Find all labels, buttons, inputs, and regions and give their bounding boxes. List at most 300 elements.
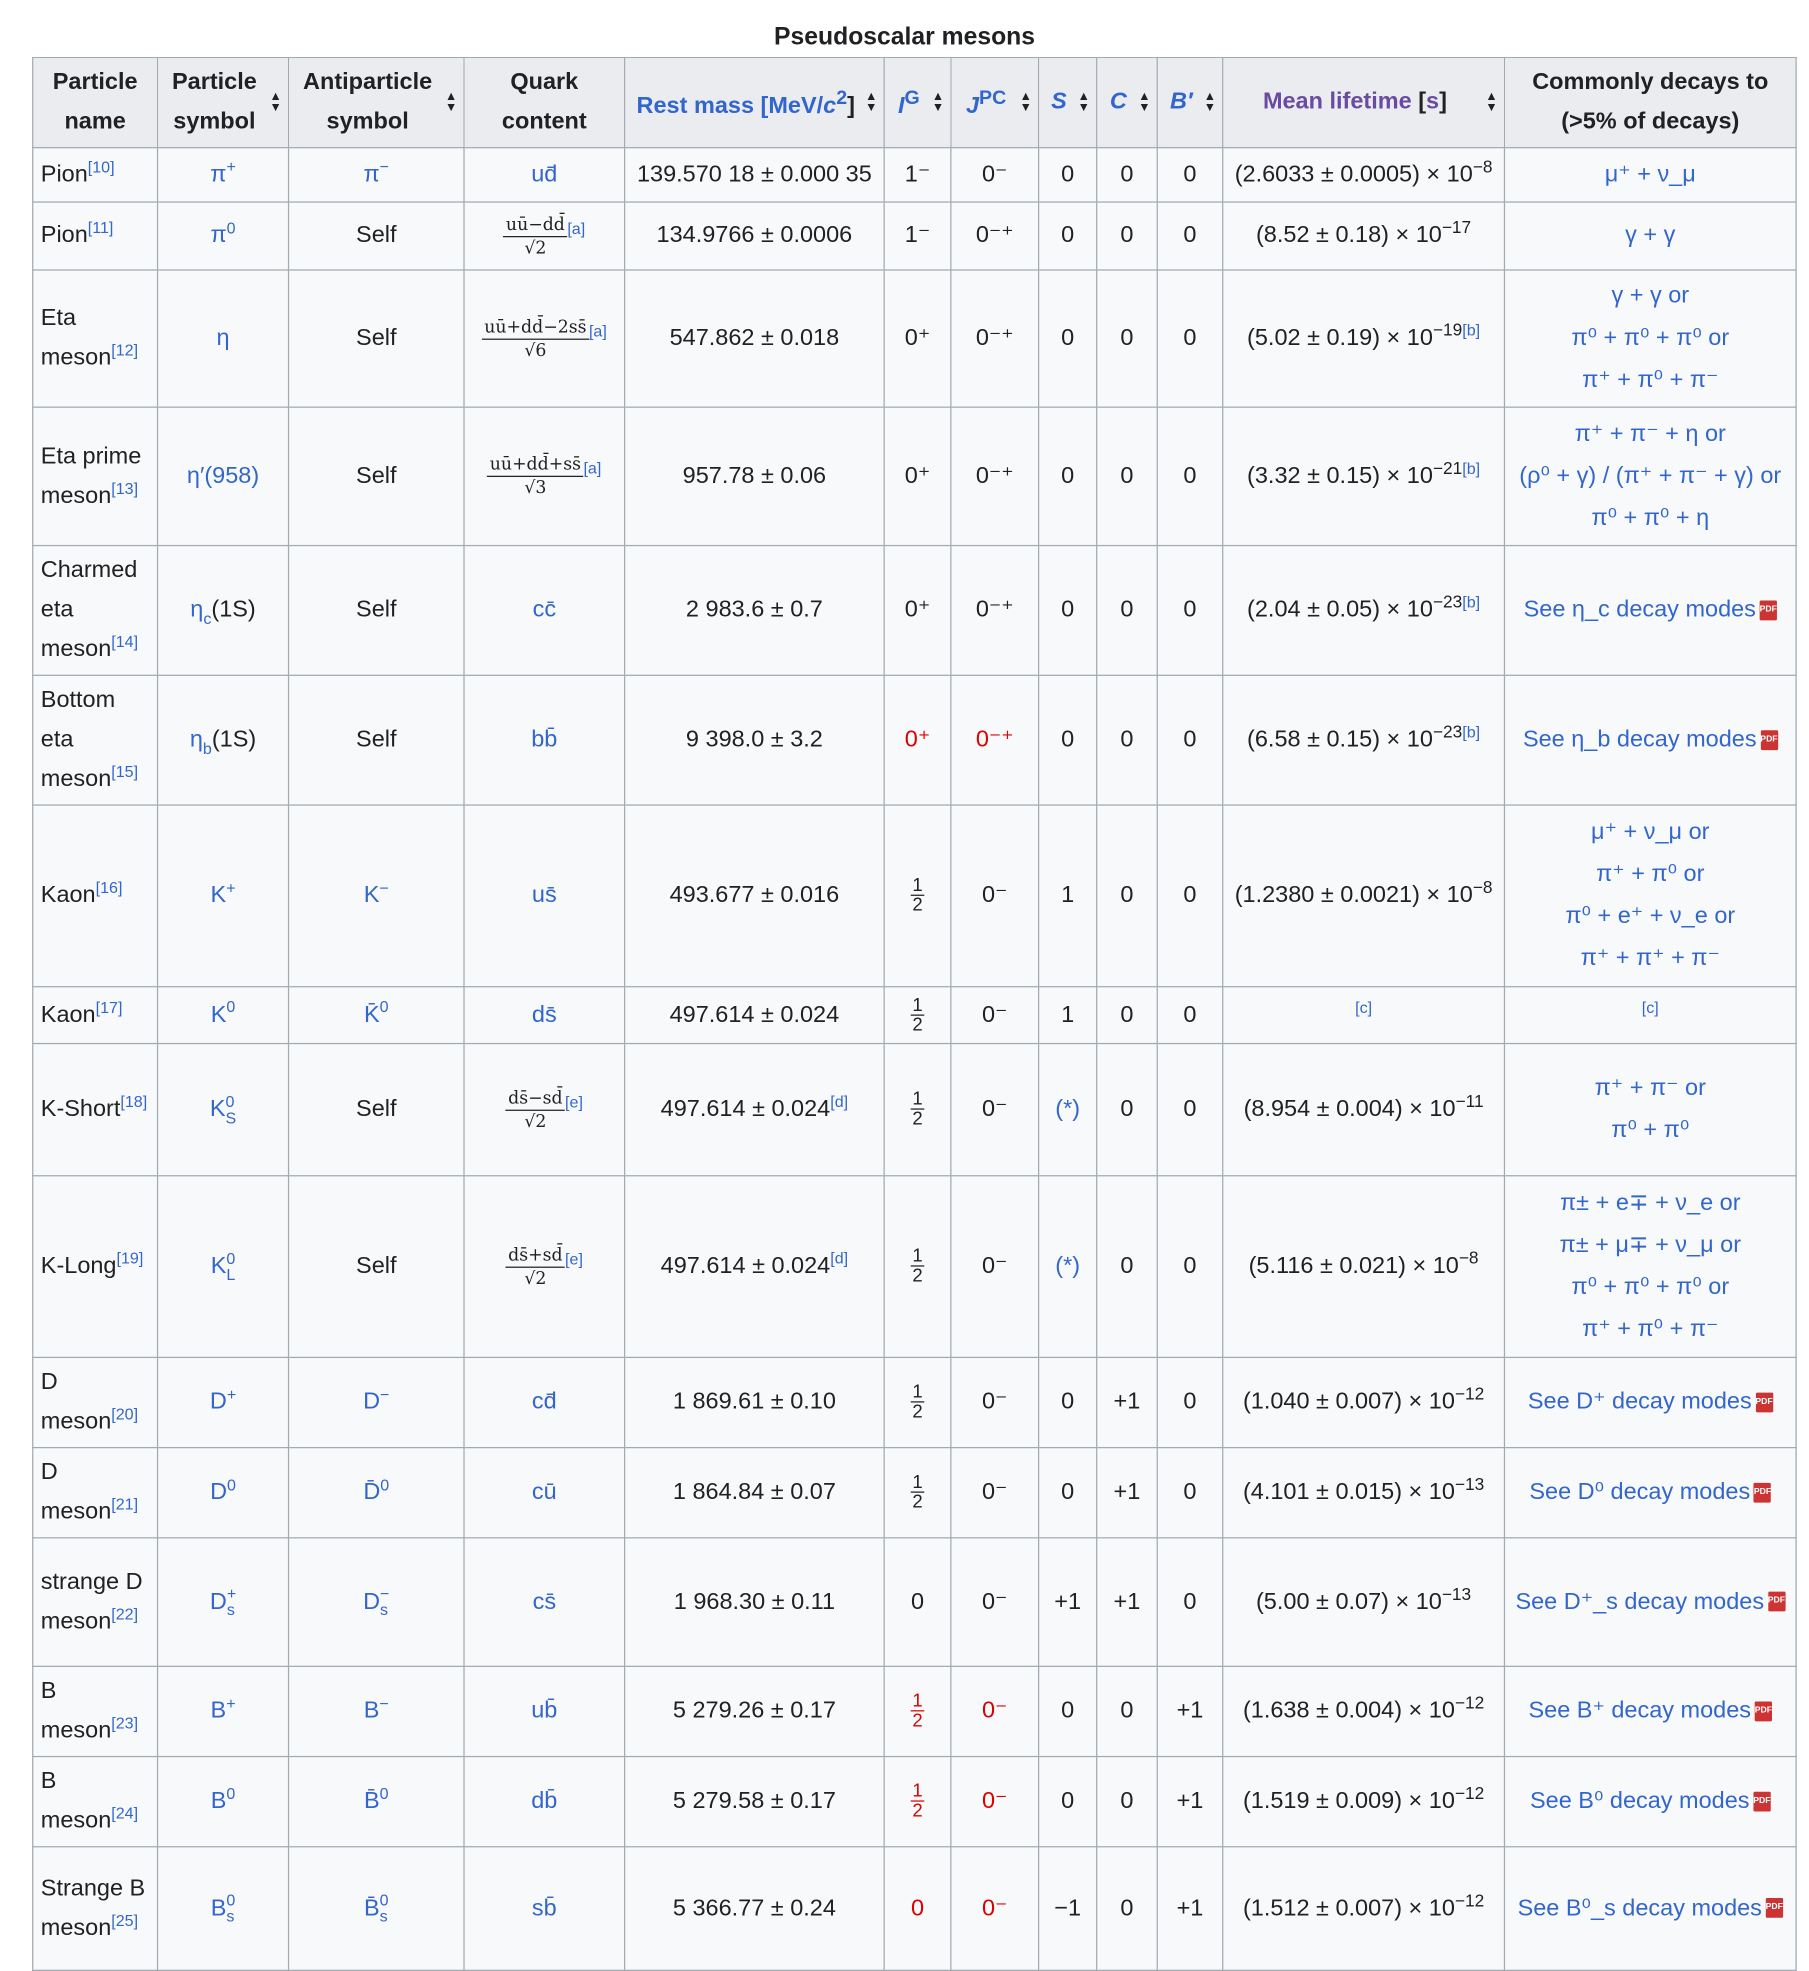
antiparticle-symbol-cell: [289, 1176, 464, 1358]
rest-mass-cell: [625, 148, 884, 202]
b-cell: [1157, 1044, 1222, 1176]
decay-product-line[interactable]: γ + γ or: [1611, 282, 1690, 309]
decay-modes-link[interactable]: See D⁺_s decay modes PDF: [1515, 1588, 1786, 1615]
antiparticle-symbol-cell: [289, 407, 464, 545]
header-charm[interactable]: C ▲ ▼: [1097, 57, 1158, 147]
ig-fraction: $\frac{1}{2}$: [912, 1246, 923, 1287]
symbol-link[interactable]: D 0: [210, 1475, 236, 1506]
reference-link[interactable]: [a]: [583, 458, 602, 478]
quark-content-cell: [464, 202, 625, 270]
particle-name-cell: [33, 1357, 158, 1447]
jpc-value: 0⁻: [981, 1588, 1008, 1615]
reference-link[interactable]: [b]: [1462, 722, 1481, 742]
table-row: [33, 1847, 1796, 1971]
s-cell: [1039, 1357, 1097, 1447]
reference-link[interactable]: [b]: [1462, 592, 1481, 612]
anti-link[interactable]: B̄ 0 s: [363, 1891, 389, 1926]
ig-value: 0: [910, 1588, 925, 1615]
lifetime-exponent: −13: [1454, 1473, 1485, 1494]
symbol-link[interactable]: D +: [209, 1385, 237, 1415]
reference-link[interactable]: [a]: [588, 320, 607, 340]
b-value: +1: [1176, 1697, 1204, 1724]
c-cell: [1097, 546, 1158, 676]
table-row: [33, 987, 1796, 1044]
quark-content-link[interactable]: ub̄: [531, 1697, 558, 1724]
anti-link[interactable]: K −: [363, 878, 389, 909]
s-value: −1: [1054, 1894, 1082, 1921]
symbol-link[interactable]: K 0 S: [209, 1092, 237, 1127]
s-cell: [1039, 1176, 1097, 1358]
particle-name-cell: [33, 407, 158, 545]
reference-link[interactable]: [24]: [111, 1803, 139, 1823]
particle-name-cell: [33, 987, 158, 1044]
s-cell: [1039, 202, 1097, 270]
ig-cell: [884, 148, 951, 202]
header-mean-lifetime[interactable]: Mean lifetime [s] ▲ ▼: [1223, 57, 1505, 147]
particle-symbol-cell: [158, 407, 289, 545]
quark-content-link[interactable]: us̄: [531, 882, 557, 909]
mev-link[interactable]: MeV: [768, 92, 817, 119]
decays-cell: [1504, 1538, 1796, 1667]
reference-link[interactable]: [25]: [111, 1910, 139, 1930]
ig-fraction: $\frac{1}{2}$: [912, 1382, 923, 1423]
decay-modes-link[interactable]: See D⁰ decay modes PDF: [1529, 1479, 1772, 1506]
sort-icon[interactable]: ▲ ▼: [1485, 90, 1498, 115]
rest-mass-value: 497.614 ± 0.024: [660, 1096, 831, 1123]
particle-name[interactable]: Kaon: [40, 882, 96, 909]
b-value: 0: [1183, 222, 1197, 249]
s-value: 0: [1061, 1388, 1075, 1415]
sort-icon[interactable]: ▲ ▼: [444, 90, 458, 115]
jpc-cell: [951, 148, 1039, 202]
header-particle-symbol[interactable]: Particle symbol ▲ ▼: [158, 57, 289, 147]
decays-cell: [1504, 1666, 1796, 1756]
s-cell: [1039, 1448, 1097, 1538]
quark-content-cell: [464, 1847, 625, 1971]
antiparticle-symbol-cell: [289, 148, 464, 202]
s-value: 0: [1061, 596, 1075, 623]
b-cell: [1157, 1666, 1222, 1756]
symbol-link[interactable]: B 0: [210, 1784, 236, 1815]
rest-mass-cell: [625, 270, 884, 407]
particle-symbol-cell: [158, 987, 289, 1044]
c-cell: [1097, 407, 1158, 545]
jpc-value: 0⁻: [981, 1479, 1008, 1506]
sort-icon[interactable]: ▲ ▼: [269, 90, 282, 115]
reference-link[interactable]: [e]: [565, 1248, 583, 1268]
lifetime-value: (5.116 ± 0.021) × 10: [1248, 1252, 1459, 1279]
mean-lifetime-cell: [1223, 1044, 1505, 1176]
symbol-link[interactable]: η c (1S): [190, 596, 256, 628]
ig-value: 0⁺: [904, 462, 931, 489]
reference-link[interactable]: [20]: [111, 1404, 139, 1424]
decay-product-line[interactable]: π⁰ + π⁰ + π⁰ or: [1571, 324, 1730, 351]
decays-cell: [1504, 546, 1796, 676]
lifetime-exponent: −12: [1454, 1889, 1485, 1910]
b-cell: [1157, 1538, 1222, 1667]
header-antiparticle-symbol[interactable]: Antiparticle symbol ▲ ▼: [289, 57, 464, 147]
particle-name-cell: [33, 546, 158, 676]
jpc-cell: [951, 1357, 1039, 1447]
s-value[interactable]: (*): [1055, 1096, 1081, 1123]
particle-name[interactable]: Eta meson: [40, 305, 112, 371]
quark-formula: $\frac{uū+dd̄+ss̄}{√3}$: [487, 454, 583, 500]
antiparticle-self: Self: [356, 726, 397, 753]
ig-cell: [884, 546, 951, 676]
quark-content-link[interactable]: cū: [531, 1479, 557, 1506]
antiparticle-symbol-cell: [289, 675, 464, 805]
decay-product-line[interactable]: π⁺ + π⁻ or: [1594, 1075, 1706, 1102]
header-bottomness[interactable]: B′ ▲ ▼: [1157, 57, 1222, 147]
particle-name[interactable]: Strange B meson: [40, 1875, 146, 1941]
s-cell: [1039, 407, 1097, 545]
particle-symbol-cell: [158, 270, 289, 407]
sort-icon[interactable]: ▲ ▼: [1203, 90, 1216, 115]
ig-fraction: $\frac{1}{2}$: [912, 1472, 923, 1514]
symbol-link[interactable]: K 0: [210, 997, 236, 1028]
anti-link[interactable]: K̄ 0: [363, 997, 389, 1028]
particle-name-cell: [33, 1757, 158, 1847]
lifetime-exponent: −23: [1432, 591, 1463, 612]
quark-content-link[interactable]: cs̄: [532, 1588, 557, 1615]
pdf-icon: PDF: [1755, 1702, 1772, 1722]
mean-lifetime-link[interactable]: Mean lifetime: [1262, 88, 1412, 115]
decay-modes-link[interactable]: See η_c decay modes PDF: [1523, 596, 1777, 623]
mean-lifetime-cell: [1223, 546, 1505, 676]
s-cell: [1039, 546, 1097, 676]
decay-modes-link[interactable]: See η_b decay modes PDF: [1522, 726, 1778, 753]
antiparticle-symbol-cell: [289, 1538, 464, 1667]
reference-link[interactable]: [14]: [111, 632, 139, 651]
quark-content-link[interactable]: db̄: [531, 1788, 558, 1815]
sort-icon[interactable]: ▲ ▼: [1019, 90, 1032, 115]
ig-value: 1⁻: [904, 222, 931, 249]
rest-mass-value: 547.862 ± 0.018: [669, 324, 840, 351]
header-isospin-g-parity[interactable]: $I^G$ ▲ ▼: [884, 57, 951, 147]
s-cell: [1039, 1847, 1097, 1971]
symbol-link[interactable]: η b (1S): [189, 726, 257, 758]
s-cell: [1039, 270, 1097, 407]
particle-name-cell: [33, 805, 158, 987]
s-cell: [1039, 1538, 1097, 1667]
reference-link[interactable]: [d]: [830, 1091, 849, 1111]
reference-link[interactable]: [18]: [120, 1091, 148, 1111]
decays-cell: [1504, 1044, 1796, 1176]
decay-product-line[interactable]: (ρ⁰ + γ) / (π⁺ + π⁻ + γ) or: [1519, 462, 1782, 489]
symbol-link[interactable]: π +: [210, 157, 236, 188]
particle-name[interactable]: Charmed eta meson: [40, 557, 138, 663]
symbol-link[interactable]: D + s: [209, 1584, 237, 1620]
decay-product-line[interactable]: π⁰ + π⁰ + π⁰ or: [1571, 1274, 1730, 1300]
particle-name[interactable]: Bottom eta meson: [40, 687, 116, 793]
particle-name[interactable]: D meson: [40, 1369, 112, 1435]
rest-mass-value: 1 864.84 ± 0.07: [672, 1479, 836, 1506]
ig-cell: [884, 987, 951, 1044]
reference-link[interactable]: [b]: [1462, 458, 1481, 478]
ig-value: 0⁺: [904, 596, 931, 623]
decay-product-line[interactable]: π⁰ + e⁺ + ν_e or: [1565, 903, 1736, 930]
particle-symbol-cell: [158, 148, 289, 202]
pdf-icon: PDF: [1768, 1592, 1785, 1612]
table-row: [33, 270, 1796, 407]
decays-cell: [1504, 1176, 1796, 1358]
rest-mass-value: 134.9766 ± 0.0006: [656, 222, 853, 249]
decay-product-line[interactable]: γ + γ: [1625, 222, 1676, 249]
pdf-icon: PDF: [1755, 1393, 1772, 1413]
decays-cell: [1504, 1357, 1796, 1447]
quark-content-cell: [464, 1538, 625, 1667]
header-rest-mass[interactable]: Rest mass $[MeV/c^2]$ ▲ ▼: [625, 57, 884, 147]
table-row: [33, 1448, 1796, 1538]
decay-product-line[interactable]: μ⁺ + ν_μ: [1604, 161, 1696, 188]
reference-link[interactable]: [22]: [111, 1604, 139, 1623]
antiparticle-symbol-cell: [289, 1044, 464, 1176]
particle-name[interactable]: Eta prime meson: [40, 442, 142, 509]
header-strangeness[interactable]: S ▲ ▼: [1039, 57, 1097, 147]
c-cell: [1097, 675, 1158, 805]
antiparticle-symbol-cell: [289, 1448, 464, 1538]
quark-content-cell: [464, 546, 625, 676]
jpc-value: 0⁻⁺: [975, 324, 1014, 351]
anti-link[interactable]: D − s: [363, 1584, 390, 1620]
anti-link[interactable]: D −: [363, 1385, 390, 1415]
particle-name-cell: [33, 1538, 158, 1667]
jpc-cell: [951, 805, 1039, 987]
reference-link[interactable]: [b]: [1462, 320, 1481, 340]
quark-formula: $\frac{uū+dd̄-2ss̄}{√6}$: [482, 316, 589, 362]
lifetime-value: (1.519 ± 0.009) × 10: [1242, 1788, 1455, 1815]
mean-lifetime-cell: [1223, 675, 1505, 805]
anti-link[interactable]: B̄ 0: [363, 1784, 389, 1815]
reference-link[interactable]: [21]: [111, 1494, 139, 1514]
reference-link[interactable]: [d]: [830, 1248, 849, 1268]
decay-product-line[interactable]: π⁰ + π⁰: [1611, 1117, 1690, 1144]
quark-formula: $\frac{ds̄-sd̄}{√2}$: [506, 1087, 565, 1133]
particle-symbol-cell: [158, 1538, 289, 1667]
decay-product-line[interactable]: π⁺ + π⁰ + π⁻: [1582, 367, 1719, 393]
antiparticle-symbol-cell: [289, 805, 464, 987]
decay-product-line[interactable]: π⁺ + π⁻ + η or: [1574, 420, 1726, 447]
b-cell: [1157, 202, 1222, 270]
particle-name[interactable]: K-Long: [40, 1252, 117, 1279]
jpc-value: 0⁻: [981, 1252, 1008, 1279]
ig-cell: [884, 805, 951, 987]
c-value: 0: [1120, 161, 1134, 188]
b-value: 0: [1183, 1588, 1197, 1615]
ig-cell: [884, 1847, 951, 1971]
ig-cell: [884, 202, 951, 270]
mean-lifetime-cell: [1223, 1538, 1505, 1667]
ig-fraction: $\frac{1}{2}$: [912, 1089, 923, 1131]
decay-product-line[interactable]: μ⁺ + ν_μ or: [1591, 819, 1710, 846]
ig-value: 0: [910, 1894, 925, 1921]
particle-name[interactable]: strange D meson: [40, 1568, 143, 1635]
b-cell: [1157, 805, 1222, 987]
quark-content-link[interactable]: ud̄: [531, 161, 558, 188]
symbol-link[interactable]: η: [216, 324, 230, 351]
lifetime-value: (2.6033 ± 0.0005) × 10: [1234, 161, 1473, 188]
particle-name[interactable]: D meson: [40, 1459, 112, 1525]
s-value: 0: [1061, 1788, 1075, 1815]
reference-link[interactable]: [23]: [111, 1713, 139, 1733]
jpc-value: 0⁻: [981, 1894, 1008, 1921]
b-cell: [1157, 675, 1222, 805]
decay-product-line[interactable]: π⁰ + π⁰ + η: [1591, 504, 1710, 531]
quark-content-cell: [464, 1448, 625, 1538]
rest-mass-value: 5 279.58 ± 0.17: [672, 1788, 836, 1815]
mean-lifetime-cell: [1223, 987, 1505, 1044]
particle-symbol-cell: [158, 546, 289, 676]
c-value: +1: [1113, 1388, 1141, 1415]
s-value[interactable]: (*): [1055, 1252, 1081, 1279]
quark-content-cell: [464, 675, 625, 805]
b-cell: [1157, 1176, 1222, 1358]
decay-modes-link[interactable]: See B⁺ decay modes PDF: [1528, 1697, 1773, 1724]
quark-content-link[interactable]: cc̄: [532, 596, 557, 623]
symbol-link[interactable]: B 0 s: [210, 1891, 236, 1926]
lifetime-value: (8.52 ± 0.18) × 10: [1255, 222, 1442, 249]
reference-link[interactable]: [c]: [1641, 997, 1659, 1016]
quark-content-link[interactable]: bb̄: [531, 726, 558, 753]
lifetime-exponent: −8: [1458, 1247, 1479, 1268]
rest-mass-cell: [625, 1357, 884, 1447]
ig-value: 0⁺: [904, 324, 931, 351]
pdf-icon: PDF: [1760, 730, 1777, 750]
table-row: [33, 805, 1796, 987]
s-cell: [1039, 987, 1097, 1044]
reference-link[interactable]: [17]: [95, 997, 123, 1016]
s-value: 0: [1061, 324, 1075, 351]
rest-mass-cell: [625, 1176, 884, 1358]
sort-icon[interactable]: ▲ ▼: [931, 90, 945, 115]
symbol-link[interactable]: π 0: [210, 218, 236, 249]
decay-product-line[interactable]: π⁺ + π⁺ + π⁻: [1580, 945, 1720, 972]
reference-link[interactable]: [15]: [111, 762, 139, 781]
particle-name[interactable]: B meson: [40, 1678, 112, 1744]
s-value: 0: [1061, 462, 1075, 489]
lifetime-value: (1.040 ± 0.007) × 10: [1242, 1388, 1455, 1415]
jpc-value: 0⁻⁺: [975, 462, 1014, 489]
antiparticle-self: Self: [356, 1252, 397, 1279]
jpc-value: 0⁻: [981, 882, 1008, 909]
particle-symbol-cell: [158, 1757, 289, 1847]
quark-content-link[interactable]: sb̄: [531, 1894, 557, 1921]
ig-value: 0⁺: [904, 726, 931, 753]
decays-cell: [1504, 270, 1796, 407]
decays-cell: [1504, 1757, 1796, 1847]
ig-fraction: $\frac{1}{2}$: [912, 1781, 923, 1823]
quark-content-link[interactable]: ds̄: [531, 1001, 557, 1028]
decays-cell: [1504, 1847, 1796, 1971]
sort-icon[interactable]: ▲ ▼: [1138, 90, 1151, 115]
lifetime-exponent: −12: [1454, 1692, 1485, 1713]
s-value: 0: [1061, 222, 1075, 249]
b-value: +1: [1176, 1894, 1204, 1921]
symbol-link[interactable]: B +: [210, 1694, 236, 1724]
antiparticle-symbol-cell: [289, 1666, 464, 1756]
c-value: +1: [1113, 1588, 1141, 1615]
header-jpc[interactable]: $J^{PC}$ ▲ ▼: [951, 57, 1039, 147]
b-value: 0: [1183, 462, 1197, 489]
decay-modes-link[interactable]: See D⁺ decay modes PDF: [1527, 1388, 1773, 1415]
table-row: [33, 675, 1796, 805]
ig-fraction: $\frac{1}{2}$: [912, 1691, 923, 1732]
decay-product-line[interactable]: π⁺ + π⁰ + π⁻: [1582, 1316, 1719, 1342]
c-value: 0: [1120, 726, 1134, 753]
reference-link[interactable]: [12]: [111, 340, 139, 360]
rest-mass-value: 493.677 ± 0.016: [669, 882, 840, 909]
anti-link[interactable]: B −: [363, 1694, 389, 1724]
b-value: 0: [1183, 1388, 1197, 1415]
particle-name[interactable]: B meson: [40, 1768, 112, 1834]
ig-value: 1⁻: [904, 161, 931, 188]
decay-modes-link[interactable]: See B⁰_s decay modes PDF: [1517, 1894, 1783, 1921]
quark-formula: $\frac{uū-dd̄}{√2}$: [503, 213, 567, 259]
reference-link[interactable]: [10]: [87, 157, 115, 176]
anti-link[interactable]: π −: [363, 157, 390, 188]
antiparticle-self: Self: [356, 324, 397, 351]
reference-link[interactable]: [16]: [95, 878, 123, 897]
particle-name[interactable]: Kaon: [40, 1001, 96, 1028]
rest-mass-cell: [625, 1847, 884, 1971]
decay-product-line[interactable]: π± + e∓ + ν_e or: [1559, 1189, 1741, 1216]
mean-lifetime-cell: [1223, 270, 1505, 407]
particle-name-cell: [33, 1044, 158, 1176]
c-cell: [1097, 202, 1158, 270]
particle-name[interactable]: K-Short: [40, 1096, 121, 1123]
lifetime-exponent: −17: [1441, 217, 1472, 237]
reference-link[interactable]: [c]: [1355, 997, 1373, 1016]
reference-link[interactable]: [a]: [567, 218, 586, 237]
particle-name[interactable]: Pion: [40, 222, 88, 249]
symbol-link[interactable]: K +: [210, 878, 236, 909]
pdf-icon: PDF: [1754, 1483, 1771, 1503]
table-row: [33, 148, 1796, 202]
table-row: [33, 1538, 1796, 1667]
reference-link[interactable]: [13]: [111, 478, 139, 497]
reference-link[interactable]: [19]: [116, 1248, 144, 1268]
symbol-link[interactable]: η′(958): [186, 462, 260, 489]
quark-formula: $\frac{ds̄+sd̄}{√2}$: [506, 1244, 565, 1290]
reference-link[interactable]: [11]: [87, 218, 114, 237]
s-value: 1: [1061, 882, 1075, 909]
rest-mass-value: 2 983.6 ± 0.7: [685, 596, 823, 623]
sort-icon[interactable]: ▲ ▼: [1077, 90, 1090, 115]
decay-modes-link[interactable]: See B⁰ decay modes PDF: [1529, 1788, 1771, 1815]
rest-mass-value: 497.614 ± 0.024: [669, 1001, 840, 1028]
particle-name[interactable]: Pion: [40, 161, 88, 188]
quark-content-link[interactable]: cd̄: [531, 1388, 557, 1415]
rest-mass-cell: [625, 805, 884, 987]
decay-product-line[interactable]: π± + μ∓ + ν_μ or: [1559, 1231, 1742, 1258]
mean-lifetime-cell: [1223, 1666, 1505, 1756]
jpc-cell: [951, 407, 1039, 545]
reference-link[interactable]: [e]: [565, 1091, 583, 1111]
s-value: +1: [1054, 1588, 1082, 1615]
c-cell: [1097, 987, 1158, 1044]
c-value: 0: [1120, 1001, 1134, 1028]
header-particle-name: Particle name: [33, 57, 158, 147]
sort-icon[interactable]: ▲ ▼: [865, 90, 878, 115]
jpc-cell: [951, 270, 1039, 407]
symbol-link[interactable]: K 0 L: [210, 1249, 236, 1284]
ig-cell: [884, 1757, 951, 1847]
s-cell: [1039, 675, 1097, 805]
c-cell: [1097, 1666, 1158, 1756]
table-caption: Pseudoscalar mesons: [774, 23, 1036, 51]
anti-link[interactable]: D̄ 0: [363, 1475, 390, 1506]
decay-product-line[interactable]: π⁺ + π⁰ or: [1596, 861, 1705, 888]
